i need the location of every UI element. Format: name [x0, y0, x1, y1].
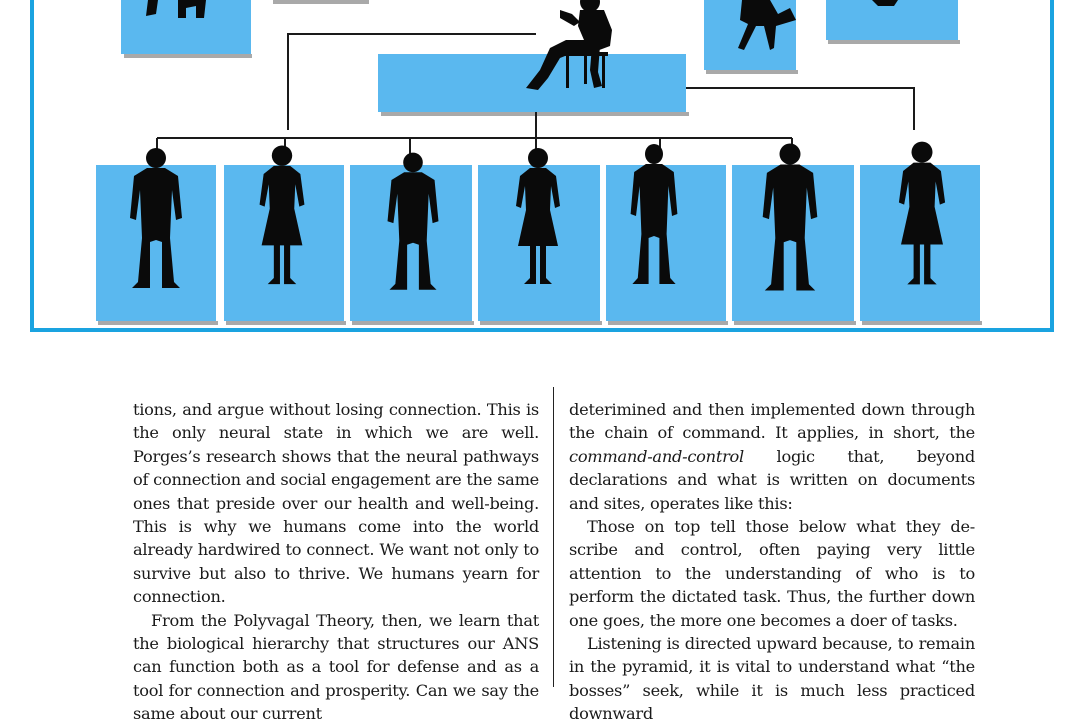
chart-box-shadow	[608, 321, 728, 325]
chart-box-shadow	[124, 54, 252, 58]
chart-box-shadow	[480, 321, 602, 325]
seated-boss-silhouette	[526, 0, 612, 90]
chart-box-shadow	[98, 321, 218, 325]
chart-box-shadow	[734, 321, 856, 325]
paragraph	[569, 398, 975, 515]
paragraph: Those on top tell those below what they de- scribe and control, often paying very little attention to the understanding of who is to perform the dictated task. Thus, the further down one goes, the more one becomes a doer of tasks.	[569, 517, 975, 630]
paragraph: Listening is directed upward because, to remain in the pyramid, it is vital to understand what “the bosses” seek, while it is much less practiced downward	[569, 634, 975, 724]
chart-box-shadow	[352, 321, 474, 325]
right-text-column	[569, 398, 975, 726]
chart-box-shadow	[706, 70, 798, 74]
paragraph-text: deterimined and then implemented down through the chain of command. It applies, in short, the	[569, 400, 975, 443]
chart-box-shadow	[828, 40, 960, 44]
emphasis-text: command-and-control	[569, 446, 744, 466]
chart-box-shadow	[273, 0, 369, 4]
paragraph-text: logic that, beyond declarations and what is written on documents and sites, operates like this:	[569, 446, 975, 513]
column-divider	[553, 387, 554, 687]
chart-box-shadow	[226, 321, 346, 325]
org-chart-illustration	[0, 0, 1080, 340]
paragraph: tions, and argue without losing connection. This is the only neural state in which we are well. Porges’s research shows that the neural pathways of connection and social engagement are the same ones that preside over our health and well-being. This is why we humans come into the world already hardwired to connect. We want not only to survive but also to thrive. We humans yearn for connection.	[133, 400, 539, 607]
left-text-column	[133, 398, 539, 726]
chart-box-shadow	[862, 321, 982, 325]
paragraph: From the Polyvagal Theory, then, we learn that the biological hierarchy that structures our ANS can function both as a tool for defense and as a tool for connection and prosperity. Can we say the same about our current	[133, 610, 539, 724]
